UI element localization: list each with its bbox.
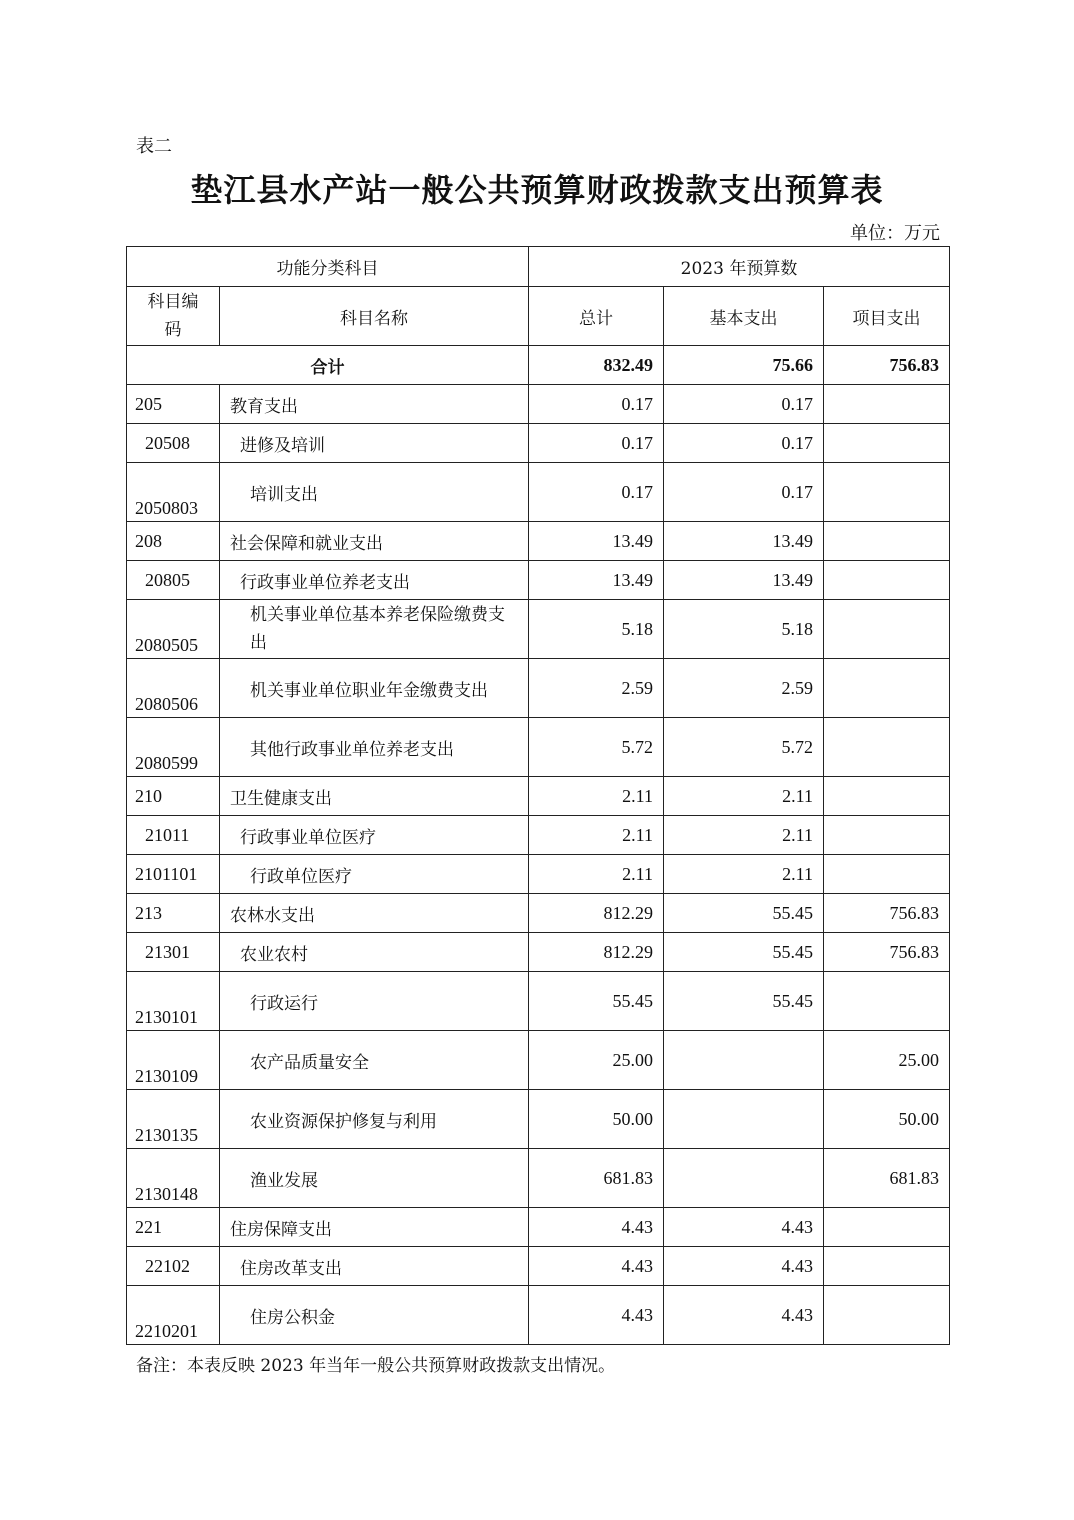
row-name: 行政单位医疗 xyxy=(220,855,529,894)
table-row xyxy=(127,385,950,424)
table-row xyxy=(127,1286,950,1345)
unit-label: 单位：万元 xyxy=(850,223,940,244)
row-code: 213 xyxy=(127,894,220,933)
table-row xyxy=(127,894,950,933)
header-project: 项目支出 xyxy=(824,287,950,346)
row-total: 0.17 xyxy=(529,424,664,463)
row-total: 4.43 xyxy=(529,1208,664,1247)
table-row xyxy=(127,463,950,522)
row-project xyxy=(824,659,950,718)
row-total: 55.45 xyxy=(529,972,664,1031)
table-row xyxy=(127,424,950,463)
row-code: 2080506 xyxy=(127,659,220,718)
row-name: 农业农村 xyxy=(220,933,529,972)
row-basic: 55.45 xyxy=(664,972,824,1031)
row-name: 农林水支出 xyxy=(220,894,529,933)
row-name: 住房改革支出 xyxy=(220,1247,529,1286)
table-row xyxy=(127,972,950,1031)
table-row xyxy=(127,777,950,816)
row-total: 13.49 xyxy=(529,522,664,561)
row-name: 行政事业单位医疗 xyxy=(220,816,529,855)
row-project: 50.00 xyxy=(824,1090,950,1149)
row-name: 社会保障和就业支出 xyxy=(220,522,529,561)
row-code: 2130135 xyxy=(127,1090,220,1149)
header-column-row xyxy=(127,287,950,346)
row-project xyxy=(824,972,950,1031)
footnote: 备注：本表反映 2023 年当年一般公共预算财政拨款支出情况。 xyxy=(136,1356,616,1376)
row-total: 0.17 xyxy=(529,385,664,424)
row-project xyxy=(824,1286,950,1345)
row-total: 2.11 xyxy=(529,777,664,816)
row-name: 行政事业单位养老支出 xyxy=(220,561,529,600)
row-project xyxy=(824,718,950,777)
row-project xyxy=(824,522,950,561)
header-group-row xyxy=(127,247,950,287)
table-row xyxy=(127,1247,950,1286)
row-project xyxy=(824,1247,950,1286)
row-basic: 4.43 xyxy=(664,1286,824,1345)
table-row xyxy=(127,1031,950,1090)
row-project: 756.83 xyxy=(824,894,950,933)
row-code: 22102 xyxy=(127,1247,220,1286)
row-basic: 4.43 xyxy=(664,1247,824,1286)
row-total: 681.83 xyxy=(529,1149,664,1208)
row-project xyxy=(824,600,950,659)
header-code: 科目编码 xyxy=(127,287,220,346)
row-basic: 13.49 xyxy=(664,561,824,600)
header-total: 总计 xyxy=(529,287,664,346)
row-total: 4.43 xyxy=(529,1286,664,1345)
row-project: 681.83 xyxy=(824,1149,950,1208)
row-total: 5.72 xyxy=(529,718,664,777)
row-basic: 2.11 xyxy=(664,855,824,894)
header-budget-year: 2023 年预算数 xyxy=(529,247,950,287)
row-code: 210 xyxy=(127,777,220,816)
table-row xyxy=(127,816,950,855)
table-row xyxy=(127,855,950,894)
total-label: 合计 xyxy=(127,346,529,385)
row-basic: 0.17 xyxy=(664,385,824,424)
row-basic: 13.49 xyxy=(664,522,824,561)
row-name: 渔业发展 xyxy=(220,1149,529,1208)
row-basic: 2.59 xyxy=(664,659,824,718)
total-project: 756.83 xyxy=(824,346,950,385)
row-name: 行政运行 xyxy=(220,972,529,1031)
row-project xyxy=(824,463,950,522)
row-name: 培训支出 xyxy=(220,463,529,522)
row-project xyxy=(824,855,950,894)
row-basic xyxy=(664,1149,824,1208)
row-code: 2101101 xyxy=(127,855,220,894)
row-project xyxy=(824,1208,950,1247)
row-name: 进修及培训 xyxy=(220,424,529,463)
row-project: 756.83 xyxy=(824,933,950,972)
row-name: 农产品质量安全 xyxy=(220,1031,529,1090)
row-code: 221 xyxy=(127,1208,220,1247)
row-project xyxy=(824,816,950,855)
row-project xyxy=(824,424,950,463)
table-row xyxy=(127,1208,950,1247)
row-name: 住房公积金 xyxy=(220,1286,529,1345)
row-basic: 55.45 xyxy=(664,894,824,933)
row-code: 2080505 xyxy=(127,600,220,659)
row-total: 2.59 xyxy=(529,659,664,718)
row-total: 50.00 xyxy=(529,1090,664,1149)
total-total: 832.49 xyxy=(529,346,664,385)
row-name: 卫生健康支出 xyxy=(220,777,529,816)
table-row xyxy=(127,933,950,972)
total-row xyxy=(127,346,950,385)
total-basic: 75.66 xyxy=(664,346,824,385)
table-row xyxy=(127,659,950,718)
row-code: 205 xyxy=(127,385,220,424)
row-basic: 55.45 xyxy=(664,933,824,972)
row-total: 812.29 xyxy=(529,894,664,933)
row-total: 25.00 xyxy=(529,1031,664,1090)
table-row xyxy=(127,718,950,777)
row-code: 2050803 xyxy=(127,463,220,522)
row-basic: 0.17 xyxy=(664,424,824,463)
row-total: 4.43 xyxy=(529,1247,664,1286)
row-code: 21301 xyxy=(127,933,220,972)
header-name: 科目名称 xyxy=(220,287,529,346)
row-name: 机关事业单位职业年金缴费支出 xyxy=(220,659,529,718)
row-project: 25.00 xyxy=(824,1031,950,1090)
table-row xyxy=(127,1090,950,1149)
header-basic: 基本支出 xyxy=(664,287,824,346)
row-basic xyxy=(664,1090,824,1149)
row-name: 农业资源保护修复与利用 xyxy=(220,1090,529,1149)
row-total: 13.49 xyxy=(529,561,664,600)
row-name: 教育支出 xyxy=(220,385,529,424)
row-code: 2210201 xyxy=(127,1286,220,1345)
row-basic xyxy=(664,1031,824,1090)
row-basic: 5.18 xyxy=(664,600,824,659)
header-functional-category: 功能分类科目 xyxy=(127,247,529,287)
row-code: 208 xyxy=(127,522,220,561)
row-basic: 0.17 xyxy=(664,463,824,522)
table-row xyxy=(127,1149,950,1208)
row-code: 20805 xyxy=(127,561,220,600)
row-total: 0.17 xyxy=(529,463,664,522)
row-code: 2130109 xyxy=(127,1031,220,1090)
row-code: 2130101 xyxy=(127,972,220,1031)
row-code: 2080599 xyxy=(127,718,220,777)
row-basic: 4.43 xyxy=(664,1208,824,1247)
row-project xyxy=(824,561,950,600)
page-title: 垫江县水产站一般公共预算财政拨款支出预算表 xyxy=(190,171,884,209)
row-basic: 5.72 xyxy=(664,718,824,777)
row-project xyxy=(824,777,950,816)
budget-table xyxy=(126,246,950,1345)
row-name: 机关事业单位基本养老保险缴费支出 xyxy=(220,600,529,659)
table-label: 表二 xyxy=(136,136,172,157)
row-total: 2.11 xyxy=(529,816,664,855)
row-total: 2.11 xyxy=(529,855,664,894)
table-row xyxy=(127,522,950,561)
table-row xyxy=(127,561,950,600)
row-basic: 2.11 xyxy=(664,777,824,816)
row-code: 2130148 xyxy=(127,1149,220,1208)
row-project xyxy=(824,385,950,424)
row-total: 5.18 xyxy=(529,600,664,659)
row-name: 住房保障支出 xyxy=(220,1208,529,1247)
row-total: 812.29 xyxy=(529,933,664,972)
row-name: 其他行政事业单位养老支出 xyxy=(220,718,529,777)
table-row xyxy=(127,600,950,659)
row-code: 21011 xyxy=(127,816,220,855)
row-code: 20508 xyxy=(127,424,220,463)
row-basic: 2.11 xyxy=(664,816,824,855)
